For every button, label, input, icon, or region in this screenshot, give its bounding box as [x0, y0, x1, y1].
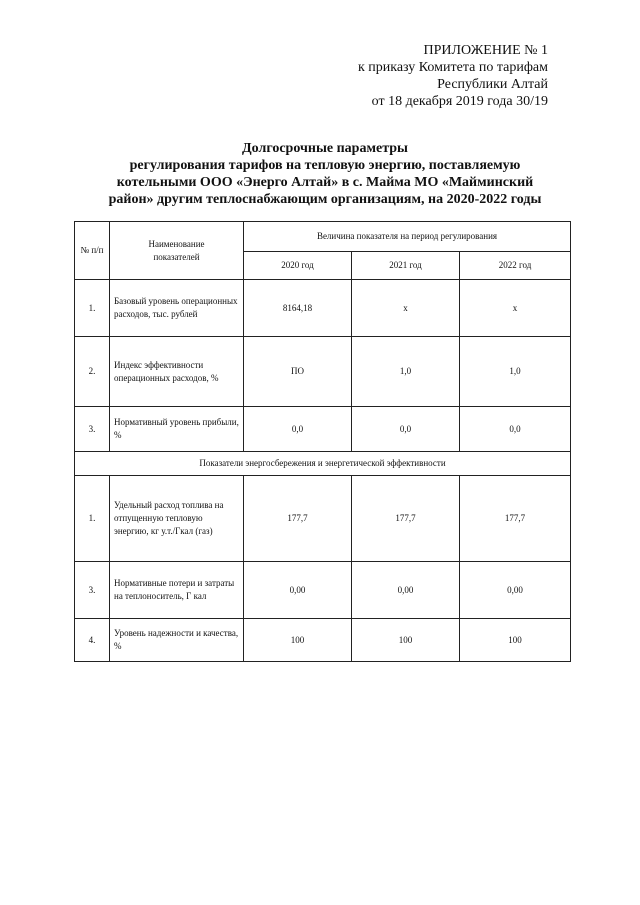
appendix-header [358, 42, 548, 110]
row-num: 3. [75, 407, 110, 452]
document-title [60, 140, 590, 208]
row-name: Уровень надежности и качества, % [110, 619, 244, 662]
row-value-2021: 0,0 [352, 407, 460, 452]
appendix-line-1: ПРИЛОЖЕНИЕ № 1 [423, 43, 548, 58]
parameters-table [74, 221, 571, 662]
row-value-2020: 8164,18 [244, 280, 352, 337]
table-row [75, 619, 571, 662]
row-value-2021: 177,7 [352, 476, 460, 562]
title-line-3: котельными ООО «Энерго Алтай» в с. Майма МО «Майминский [116, 175, 534, 190]
appendix-line-3: Республики Алтай [437, 77, 548, 92]
row-value-2021: x [352, 280, 460, 337]
header-period: Величина показателя на период регулирования [244, 222, 571, 252]
header-year-2022: 2022 год [460, 252, 571, 280]
row-value-2020: 100 [244, 619, 352, 662]
appendix-line-2: к приказу Комитета по тарифам [357, 60, 548, 75]
section-heading: Показатели энергосбережения и энергетической эффективности [75, 452, 571, 476]
table-row [75, 337, 571, 407]
row-num: 2. [75, 337, 110, 407]
row-value-2022: x [460, 280, 571, 337]
row-value-2020: 0,0 [244, 407, 352, 452]
row-value-2020: ПО [244, 337, 352, 407]
header-year-2021: 2021 год [352, 252, 460, 280]
header-name: Наименование показателей [110, 222, 244, 280]
section-row [75, 452, 571, 476]
row-value-2021: 1,0 [352, 337, 460, 407]
row-name: Нормативные потери и затраты на теплоноситель, Г кал [110, 562, 244, 619]
table-row [75, 476, 571, 562]
table-row [75, 407, 571, 452]
row-value-2022: 1,0 [460, 337, 571, 407]
table-row [75, 280, 571, 337]
row-value-2022: 100 [460, 619, 571, 662]
header-num: № п/п [75, 222, 110, 280]
header-year-2020: 2020 год [244, 252, 352, 280]
row-num: 1. [75, 280, 110, 337]
appendix-line-4: от 18 декабря 2019 года 30/19 [371, 94, 548, 109]
row-value-2021: 100 [352, 619, 460, 662]
row-name: Удельный расход топлива на отпущенную тепловую энергию, кг у.т./Гкал (газ) [110, 476, 244, 562]
row-num: 3. [75, 562, 110, 619]
row-num: 4. [75, 619, 110, 662]
row-value-2022: 0,0 [460, 407, 571, 452]
table-header-row [75, 222, 571, 252]
row-value-2022: 0,00 [460, 562, 571, 619]
row-num: 1. [75, 476, 110, 562]
title-line-4: район» другим теплоснабжающим организациям, на 2020-2022 годы [108, 192, 542, 207]
row-name: Базовый уровень операционных расходов, тыс. рублей [110, 280, 244, 337]
row-value-2020: 0,00 [244, 562, 352, 619]
title-line-2: регулирования тарифов на тепловую энергию, поставляемую [129, 158, 521, 173]
row-name: Индекс эффективности операционных расходов, % [110, 337, 244, 407]
row-value-2021: 0,00 [352, 562, 460, 619]
row-value-2022: 177,7 [460, 476, 571, 562]
table-row [75, 562, 571, 619]
title-line-1: Долгосрочные параметры [242, 141, 408, 156]
row-name: Нормативный уровень прибыли, % [110, 407, 244, 452]
row-value-2020: 177,7 [244, 476, 352, 562]
